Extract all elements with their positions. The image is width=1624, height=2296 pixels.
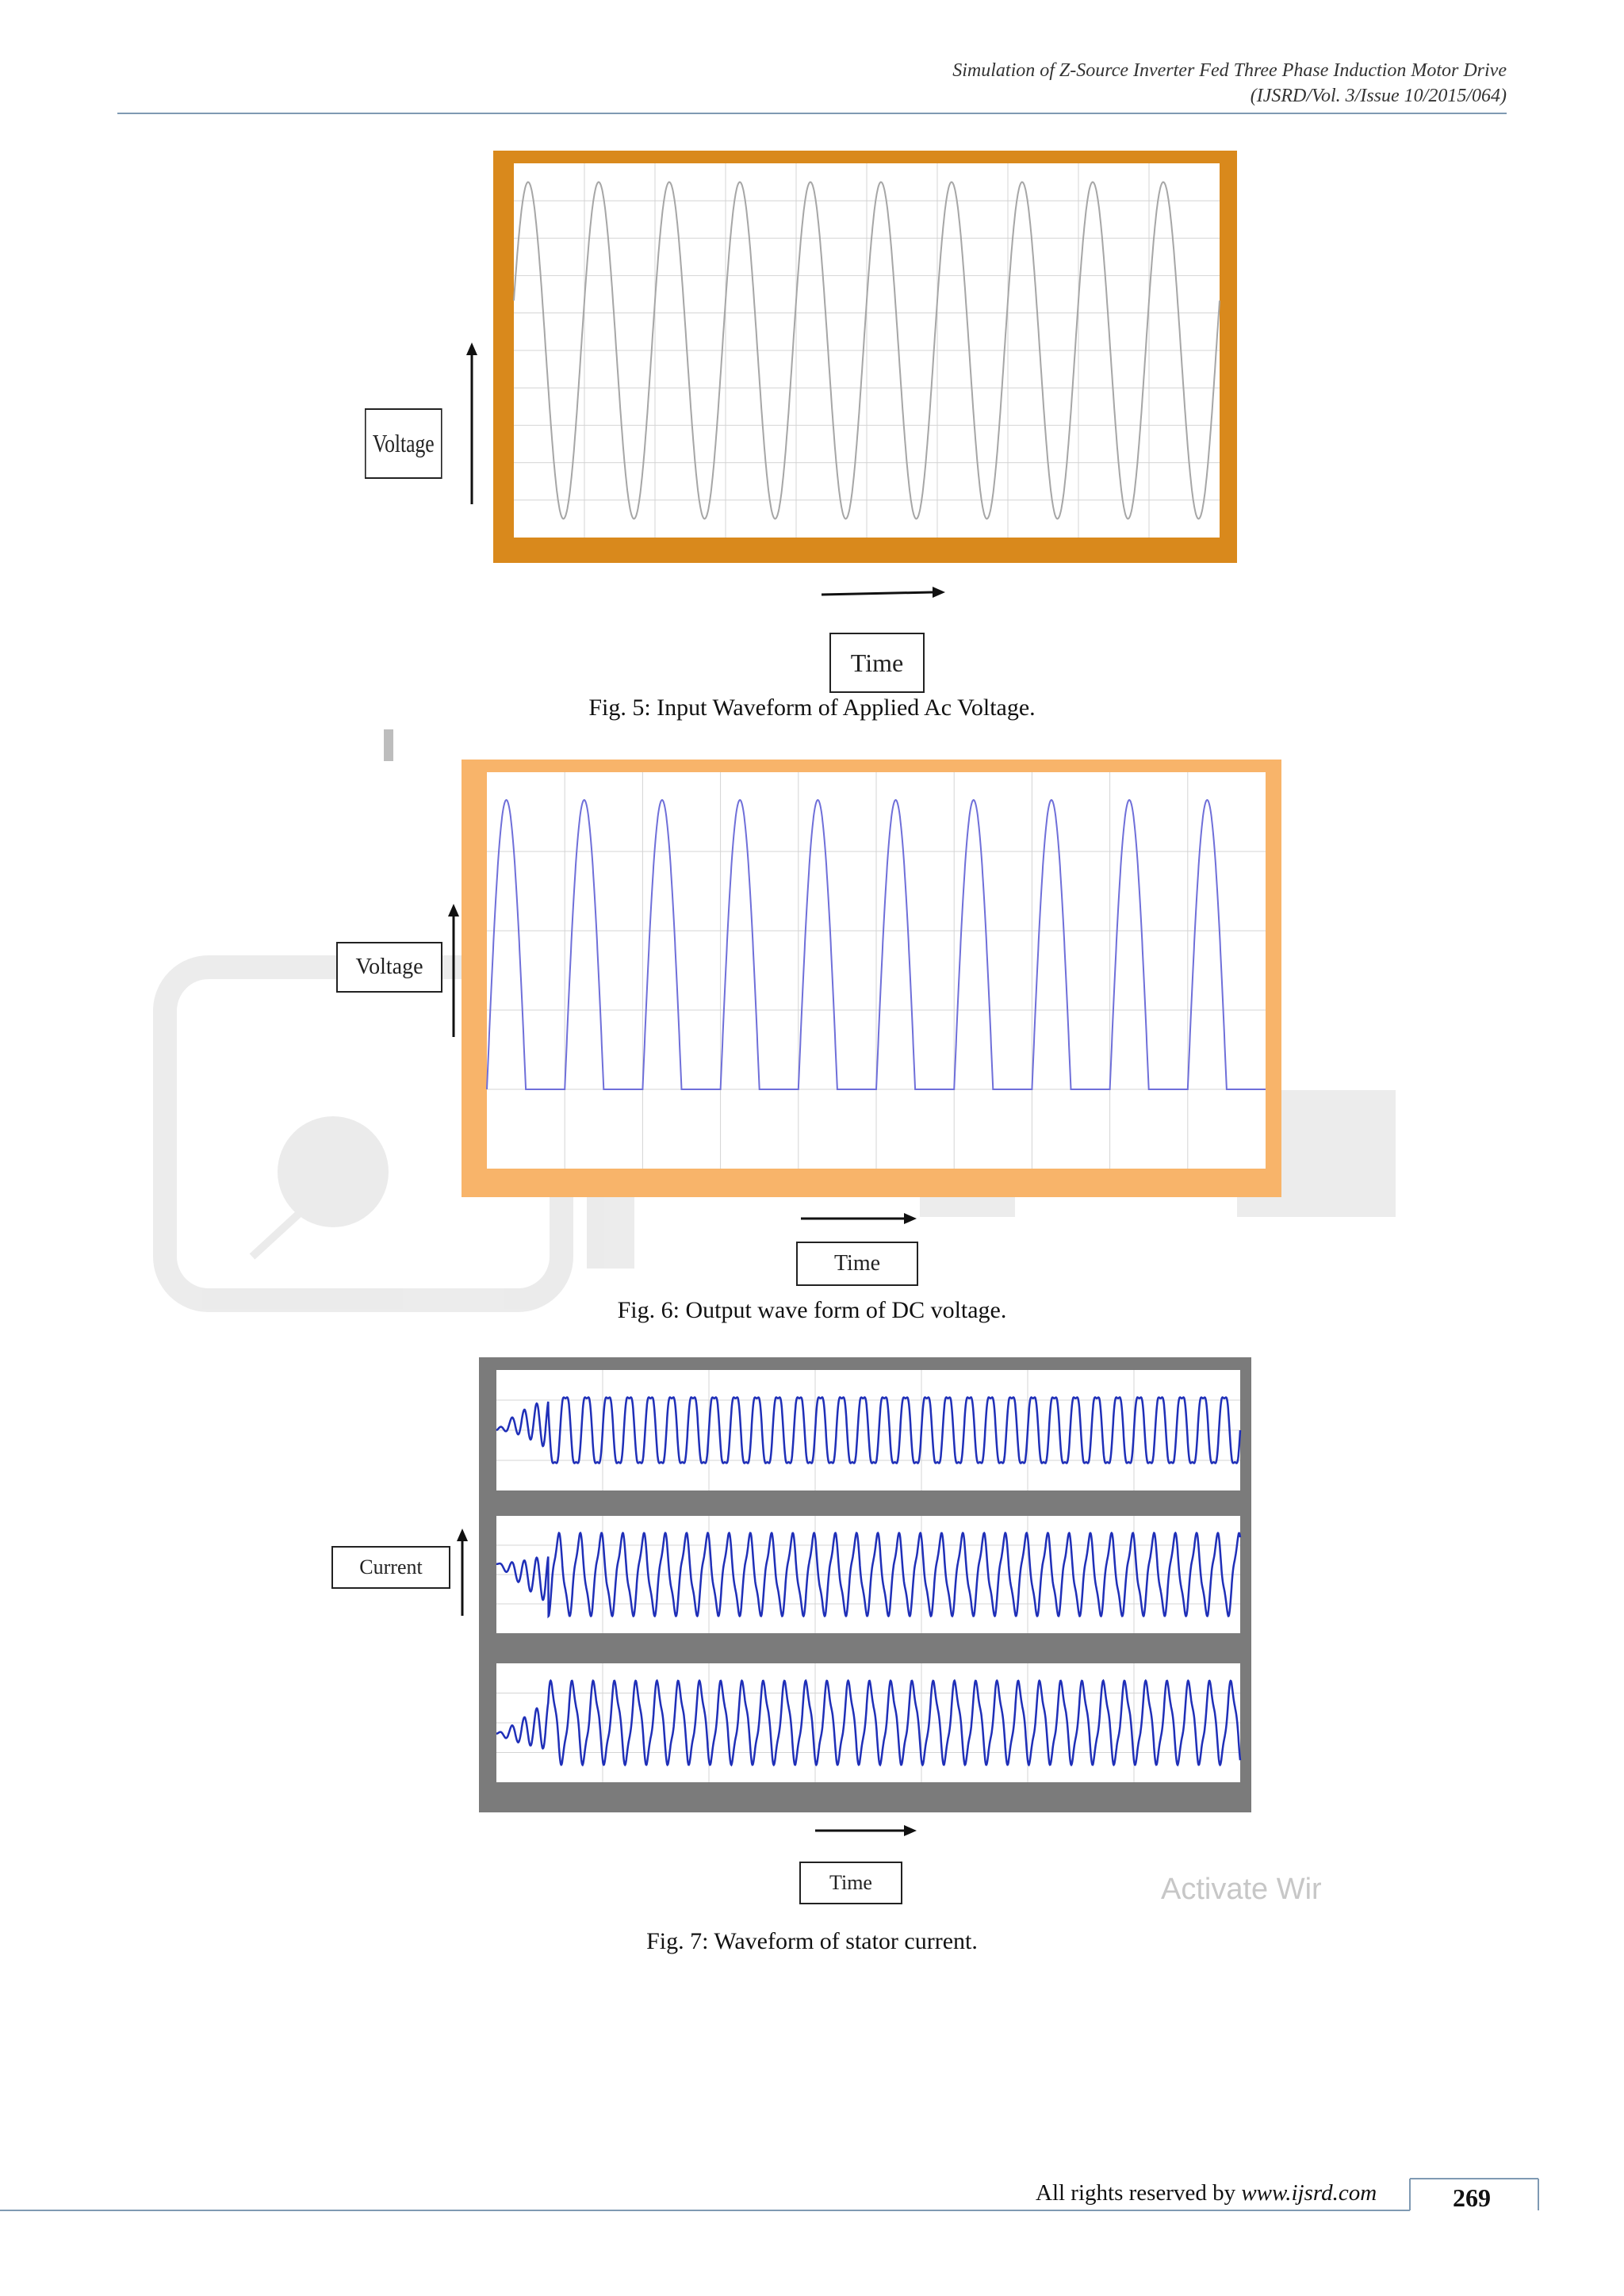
fig6-x-arrow bbox=[801, 1210, 918, 1227]
fig5-x-label: Time bbox=[829, 633, 925, 693]
activate-windows-overlay: Activate Wir bbox=[1161, 1873, 1322, 1906]
fig6-x-label: Time bbox=[796, 1242, 918, 1286]
fig7-x-label: Time bbox=[799, 1862, 902, 1904]
page-number: 269 bbox=[1453, 2183, 1491, 2212]
fig5-y-label: Voltage bbox=[365, 408, 442, 479]
fig5-y-arrow bbox=[464, 342, 480, 506]
fig7-y-label: Current bbox=[331, 1546, 450, 1589]
fig7-plot bbox=[479, 1357, 1251, 1812]
footer-rule bbox=[0, 2175, 1624, 2223]
fig6-caption: Fig. 6: Output wave form of DC voltage. bbox=[617, 1297, 1007, 1323]
fig7-y-arrow bbox=[454, 1529, 470, 1617]
fig6-plot bbox=[462, 760, 1281, 1197]
fig5-x-arrow bbox=[822, 584, 947, 603]
footer-rights-text: All rights reserved by bbox=[1036, 2180, 1242, 2206]
fig5-caption: Fig. 5: Input Waveform of Applied Ac Voltage. bbox=[588, 695, 1036, 721]
fig7-caption: Fig. 7: Waveform of stator current. bbox=[646, 1928, 978, 1954]
running-header-issue: (IJSRD/Vol. 3/Issue 10/2015/064) bbox=[1250, 86, 1507, 106]
fig6-y-arrow bbox=[446, 904, 462, 1039]
fig5-plot bbox=[493, 151, 1237, 563]
running-header-title: Simulation of Z-Source Inverter Fed Three Phase Induction Motor Drive bbox=[952, 60, 1507, 81]
footer-site-link[interactable]: www.ijsrd.com bbox=[1241, 2180, 1377, 2206]
fig7-x-arrow bbox=[815, 1822, 917, 1839]
fig6-y-label: Voltage bbox=[336, 942, 442, 993]
